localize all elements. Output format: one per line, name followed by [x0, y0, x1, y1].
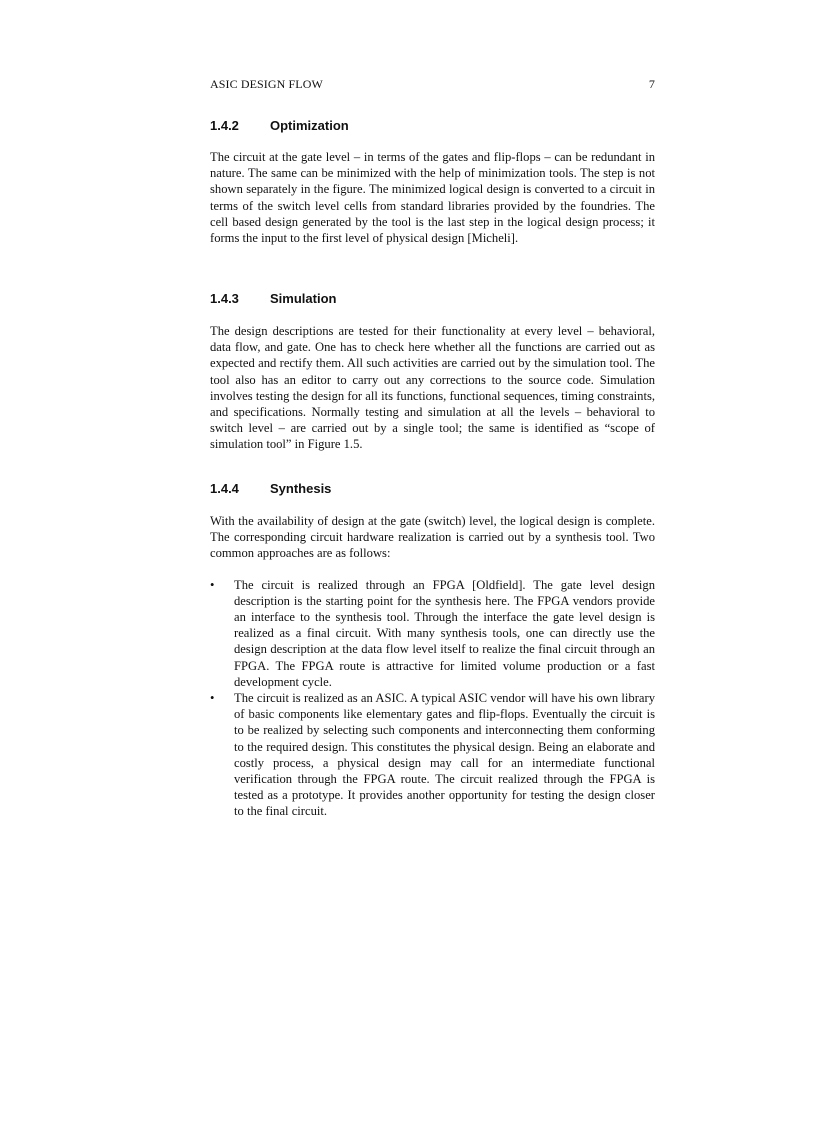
running-header — [210, 77, 655, 92]
body-paragraph: With the availability of design at the gate (switch) level, the logical design is complete. The corresponding circuit hardware realization is carried out by a synthesis tool. Two common approaches are as follows: — [210, 514, 655, 561]
body-paragraph: The circuit at the gate level – in terms of the gates and flip-flops – can be redundant in nature. The same can be minimized with the help of minimization tools. The step is not shown separately in the figure. The minimized logical design is converted to a circuit in terms of the switch level cells from standard libraries provided by the foundries. The cell based design generated by the tool is the last step in the logical design process; it forms the input to the first level of physical design [Micheli]. — [210, 150, 655, 246]
section-number: 1.4.3 — [210, 291, 239, 306]
body-paragraph: The design descriptions are tested for their functionality at every level – behavioral, data flow, and gate. One has to check here whether all the functions are carried out as expected and rectify them. All such activities are carried out by the simulation tool. The tool also has an editor to carry out any corrections to the source code. Simulation involves testing the design for all its functions, functional sequences, timing constraints, and specifications. Normally testing and simulation at all the levels – behavioral to switch level – are carried out by a single tool; the same is identified as “scope of simulation tool” in Figure 1.5. — [210, 324, 655, 452]
section-title: Optimization — [270, 118, 349, 133]
running-title: ASIC DESIGN FLOW — [210, 77, 323, 91]
section-title: Synthesis — [270, 481, 332, 496]
section-title: Simulation — [270, 291, 337, 306]
section-heading — [210, 289, 655, 309]
section-number: 1.4.2 — [210, 118, 239, 133]
section-simulation — [210, 289, 655, 453]
section-heading — [210, 479, 655, 499]
page-number: 7 — [648, 77, 655, 91]
section-optimization — [210, 116, 655, 246]
list-item — [210, 690, 655, 820]
bullet-list — [210, 577, 655, 820]
bullet-icon: • — [210, 577, 215, 592]
list-item — [210, 577, 655, 690]
bullet-icon: • — [210, 691, 215, 706]
list-item-text: The circuit is realized through an FPGA [Oldfield]. The gate level design description is the starting point for the synthesis here. The FPGA vendors provide an interface to the synthesis tool. Through the interface the gate level design is realized as a final circuit. With many synthesis tools, one can directly use the design description at the data flow level itself to realize the final circuit through an FPGA. The FPGA route is attractive for limited volume production or a fast development cycle. — [234, 577, 655, 689]
list-item-text: The circuit is realized as an ASIC. A typical ASIC vendor will have his own library of basic components like elementary gates and flip-flops. Eventually the circuit is to be realized by selecting such components and interconnecting them conforming to the required design. This constitutes the physical design. Being an elaborate and costly process, a physical design may call for an intermediate functional verification through the FPGA route. The circuit realized through the FPGA is tested as a prototype. It provides another opportunity for testing the design closer to the final circuit. — [234, 691, 655, 819]
section-heading — [210, 116, 655, 136]
section-synthesis — [210, 479, 655, 820]
section-number: 1.4.4 — [210, 481, 239, 496]
